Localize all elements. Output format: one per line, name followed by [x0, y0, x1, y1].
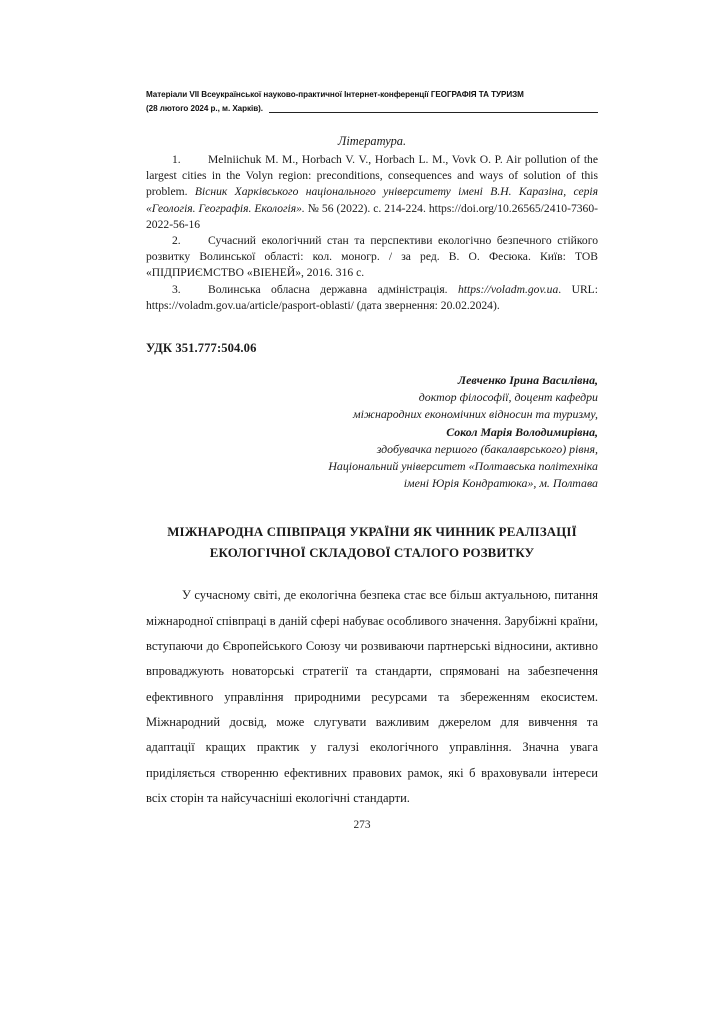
reference-item	[146, 152, 598, 233]
author-affiliation-1a: доктор філософії, доцент кафедри	[418, 390, 598, 405]
udk-code: УДК 351.777:504.06	[146, 341, 257, 356]
references-heading: Література.	[337, 134, 407, 148]
page-number: 273	[353, 819, 371, 831]
header-line-1: Матеріали VII Всеукраїнської науково-практичної Інтернет-конференції ГЕОГРАФІЯ ТА ТУРИЗМ	[146, 90, 524, 99]
reference-item	[146, 233, 598, 282]
author-affiliation-1b: міжнародних економічних відносин та туризму,	[353, 407, 598, 422]
page-content	[146, 133, 598, 824]
reference-text-plain: Волинська обласна державна адміністрація.	[208, 282, 458, 296]
reference-text-italic: https://voladm.gov.ua	[457, 282, 559, 296]
reference-item	[146, 282, 598, 314]
header-line-2-row	[146, 102, 598, 116]
author-name-2: Сокол Марія Володимирівна,	[446, 424, 598, 439]
running-header	[146, 88, 598, 115]
author-name-1: Левченко Ірина Василівна,	[457, 373, 598, 388]
reference-text-tail: . URL: https://voladm.gov.ua/article/pasport-oblasti/ (дата звернення: 20.02.2024).	[146, 282, 598, 312]
reference-number: 2.	[172, 234, 181, 248]
reference-text-plain: Melniichuk M. M., Horbach V. V., Horbach L. M., Vovk O. P. Air pollution of the largest cities in the Volyn region: preconditions, consequences and ways of solution of this problem.	[146, 153, 598, 199]
reference-number: 1.	[172, 153, 181, 166]
institution-line-2: імені Юрія Кондратюка», м. Полтава	[403, 476, 598, 491]
author-affiliation-2a: здобувачка першого (бакалаврського) рівня,	[376, 441, 598, 456]
authors-block	[146, 372, 598, 492]
article-title	[146, 522, 598, 564]
header-underline	[269, 112, 598, 113]
header-line-2: (28 лютого 2024 р., м. Харків).	[146, 103, 263, 113]
article-title-line-1: МІЖНАРОДНА СПІВПРАЦЯ УКРАЇНИ ЯК ЧИННИК РЕАЛІЗАЦІЇ	[167, 525, 577, 540]
institution-line-1: Національний університет «Полтавська політехніка	[328, 459, 598, 474]
article-paragraph: У сучасному світі, де екологічна безпека стає все більш актуальною, питання міжнародної співпраці в даній сфері набуває особливого значення. Зарубіжні країни, вступаючи до Європейського Союзу чи розвиваючи партнерські відносини, активно впроваджують новаторські стратегії та стандарти, спрямовані на забезпечення ефективного управління природними ресурсами та збереженням екосистем. Міжнародний досвід, може слугувати важливим джерелом для вивчення та адаптації кращих практик у галузі екологічного управління. Значна увага приділяється створенню ефективних правових рамок, які б враховували інтереси всіх сторін та найсучасніші екологічні стандарти.	[146, 588, 599, 805]
article-title-line-2: ЕКОЛОГІЧНОЇ СКЛАДОВОЇ СТАЛОГО РОЗВИТКУ	[209, 546, 535, 561]
reference-text-italic: Вісник Харківського національного університету імені В.Н. Каразіна, серія «Геологія. Географія. Екологія».	[146, 185, 598, 215]
reference-text-plain: Сучасний екологічний стан та перспективи екологічно безпечного стійкого розвитку Волинської області: кол. моногр. / за ред. В. О. Фесюка. Київ: ТОВ «ПІДПРИЄМСТВО «ВІЕНЕЙ», 2016. 316 с.	[146, 234, 598, 280]
reference-number: 3.	[172, 282, 181, 296]
reference-text-tail: № 56 (2022). с. 214-224. https://doi.org/10.26565/2410-7360-2022-56-16	[146, 201, 598, 231]
